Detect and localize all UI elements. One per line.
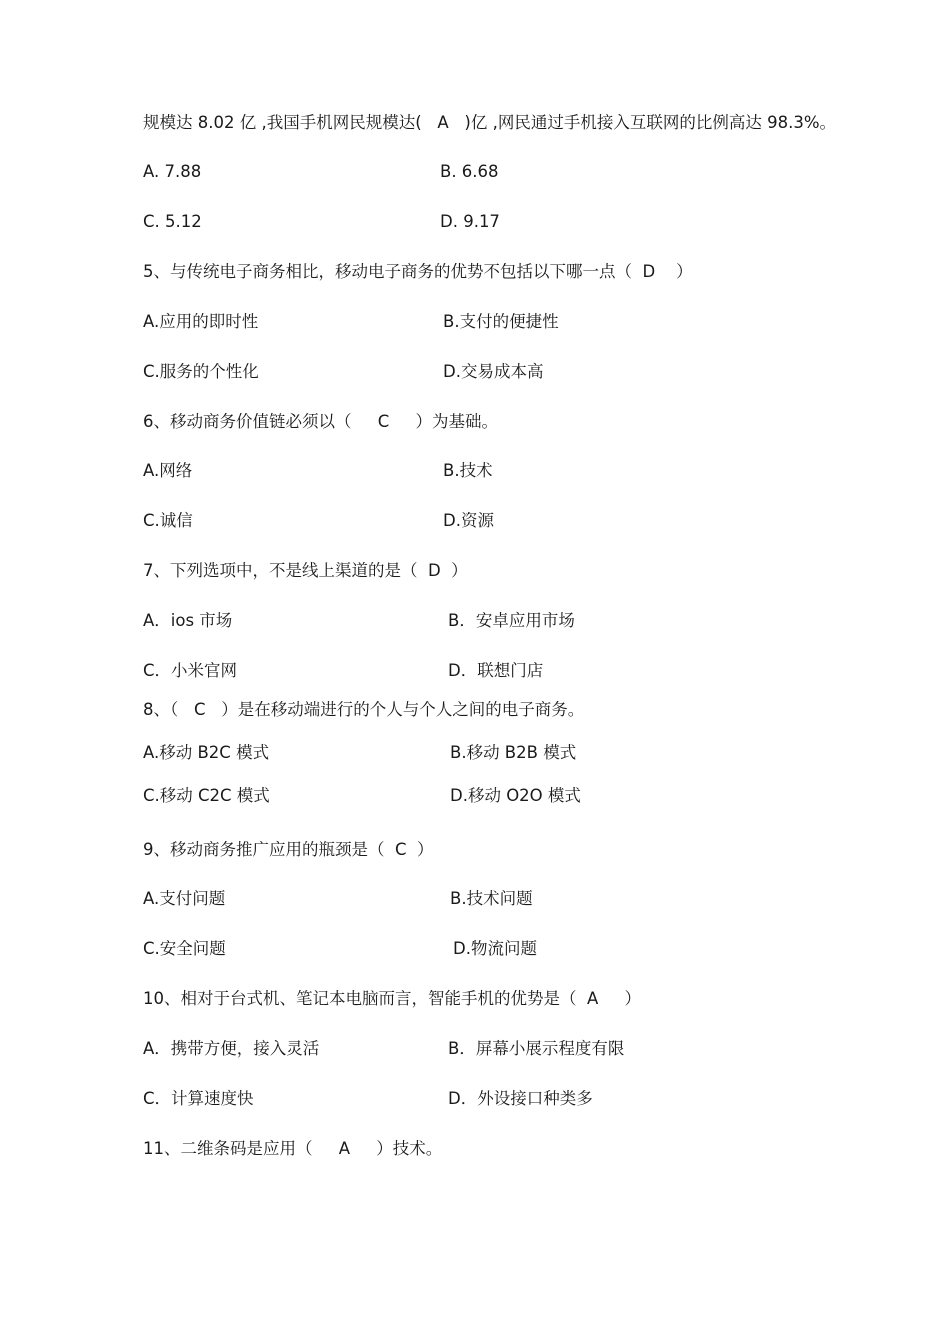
q6-option-a: A.网络 bbox=[143, 461, 193, 480]
q8-option-c: C.移动 C2C 模式 bbox=[143, 786, 270, 805]
q5-option-b: B.支付的便捷性 bbox=[443, 312, 559, 331]
q6-stem: 6、移动商务价值链必须以（ C ）为基础。 bbox=[143, 412, 498, 431]
q8-option-d: D.移动 O2O 模式 bbox=[450, 786, 581, 805]
q10-option-b: B．屏幕小展示程度有限 bbox=[448, 1039, 625, 1058]
q7-option-d: D．联想门店 bbox=[448, 661, 544, 680]
q4-option-a: A. 7.88 bbox=[143, 162, 202, 181]
q10-option-c: C．计算速度快 bbox=[143, 1089, 254, 1108]
q8-option-a: A.移动 B2C 模式 bbox=[143, 743, 270, 762]
q4-option-c: C. 5.12 bbox=[143, 212, 202, 231]
q5-stem: 5、与传统电子商务相比，移动电子商务的优势不包括以下哪一点（ D ） bbox=[143, 262, 693, 281]
q7-option-a: A．ios 市场 bbox=[143, 611, 233, 630]
q10-stem: 10、相对于台式机、笔记本电脑而言，智能手机的优势是（ A ） bbox=[143, 989, 641, 1008]
q11-stem: 11、二维条码是应用（ A ）技术。 bbox=[143, 1139, 443, 1158]
q9-option-d: D.物流问题 bbox=[453, 939, 537, 958]
q9-option-a: A.支付问题 bbox=[143, 889, 226, 908]
q6-option-d: D.资源 bbox=[443, 511, 494, 530]
q10-option-a: A．携带方便，接入灵活 bbox=[143, 1039, 320, 1058]
q7-stem: 7、下列选项中，不是线上渠道的是（ D ） bbox=[143, 561, 468, 580]
q8-option-b: B.移动 B2B 模式 bbox=[450, 743, 577, 762]
q5-option-c: C.服务的个性化 bbox=[143, 362, 259, 381]
intro-line: 规模达 8.02 亿 ,我国手机网民规模达( A )亿 ,网民通过手机接入互联网的比例高达 98.3%。 bbox=[143, 113, 836, 132]
q9-stem: 9、移动商务推广应用的瓶颈是（ C ） bbox=[143, 840, 434, 859]
q10-option-d: D．外设接口种类多 bbox=[448, 1089, 593, 1108]
q4-option-b: B. 6.68 bbox=[440, 162, 499, 181]
q9-option-c: C.安全问题 bbox=[143, 939, 226, 958]
q7-option-b: B．安卓应用市场 bbox=[448, 611, 575, 630]
q7-option-c: C．小米官网 bbox=[143, 661, 238, 680]
q8-stem: 8、（ C ）是在移动端进行的个人与个人之间的电子商务。 bbox=[143, 700, 585, 719]
q6-option-b: B.技术 bbox=[443, 461, 493, 480]
q5-option-a: A.应用的即时性 bbox=[143, 312, 259, 331]
q6-option-c: C.诚信 bbox=[143, 511, 193, 530]
q5-option-d: D.交易成本高 bbox=[443, 362, 544, 381]
q9-option-b: B.技术问题 bbox=[450, 889, 533, 908]
q4-option-d: D. 9.17 bbox=[440, 212, 500, 231]
